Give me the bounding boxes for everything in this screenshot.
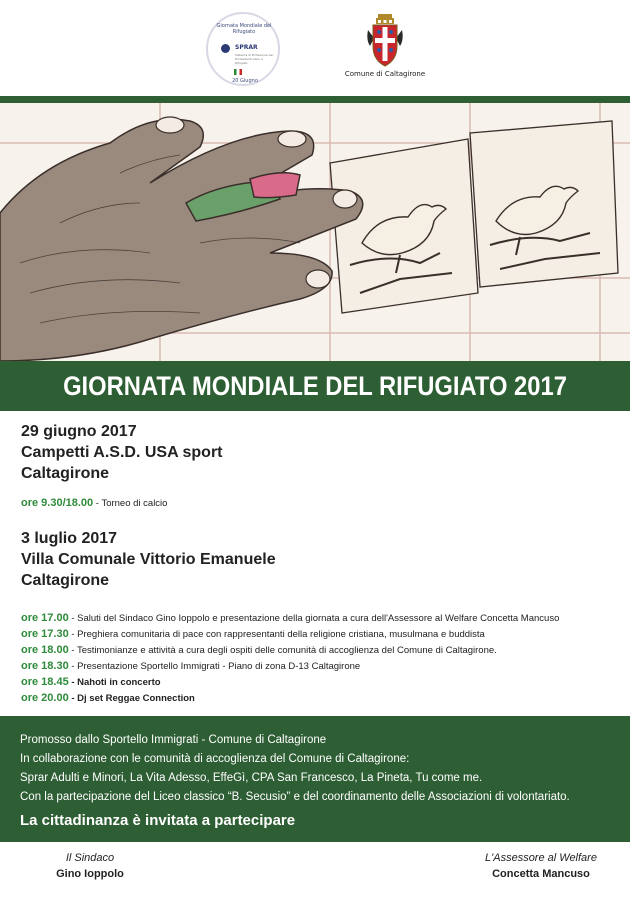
- comune-crest-icon: [364, 12, 406, 68]
- footer-line: Promosso dallo Sportello Immigrati - Comune di Caltagirone: [20, 734, 327, 746]
- signature-role: L'Assessore al Welfare: [485, 852, 597, 864]
- footer-line: Sprar Adulti e Minori, La Vita Adesso, EffeGì, CPA San Francesco, La Pineta, Tu come me.: [20, 772, 483, 784]
- signature-sindaco: [30, 852, 150, 880]
- sprar-logo-title: Giornata Mondiale del Rifugiato: [216, 23, 272, 35]
- event2-item-text: - Dj set Reggae Connection: [68, 693, 195, 704]
- event2-item-text: - Testimonianze e attività a cura degli ospiti delle comunità di accoglienza del Comune di Caltagirone.: [68, 645, 497, 656]
- italian-flag-icon: [234, 69, 242, 75]
- logo-header: [0, 0, 630, 96]
- event2-item: [21, 643, 497, 658]
- event2-item: [21, 691, 195, 706]
- signature-assessore: [466, 852, 616, 880]
- event1-date: 29 giugno 2017: [21, 423, 137, 440]
- signature-name: Concetta Mancuso: [492, 868, 590, 880]
- event2-item-time: ore 18.00: [21, 644, 69, 656]
- event1-city: Caltagirone: [21, 465, 110, 482]
- event2-item-time: ore 17.00: [21, 612, 69, 624]
- signature-role: Il Sindaco: [65, 852, 115, 864]
- event2-item-text: - Preghiera comunitaria di pace con rappresentanti della religione cristiana, musulmana e buddista: [68, 629, 485, 640]
- sprar-dot-icon: [221, 44, 230, 53]
- event1-item-text: - Torneo di calcio: [93, 498, 168, 509]
- sprar-logo-name: SPRAR: [235, 44, 258, 51]
- event2-item-time: ore 18.45: [21, 676, 69, 688]
- event2-item-text: - Nahoti in concerto: [68, 677, 161, 688]
- footer-panel: [0, 716, 630, 842]
- event2-item-time: ore 18.30: [21, 660, 69, 672]
- event2-item: [21, 659, 360, 674]
- event1-item: [21, 496, 167, 511]
- title-bar: [0, 361, 630, 411]
- event2-item-time: ore 17.30: [21, 628, 69, 640]
- event2-item-time: ore 20.00: [21, 692, 69, 704]
- top-rule: [0, 96, 630, 103]
- event2-place: Villa Comunale Vittorio Emanuele: [21, 551, 276, 568]
- hand-and-birds-illustration: [0, 103, 630, 361]
- footer-line: In collaborazione con le comunità di accoglienza del Comune di Caltagirone:: [20, 753, 410, 765]
- event1-item-time: ore 9.30/18.00: [21, 497, 94, 509]
- footer-invite: La cittadinanza è invitata a partecipare: [20, 812, 296, 829]
- sprar-logo: [206, 12, 280, 86]
- event1-place: Campetti A.S.D. USA sport: [21, 444, 223, 461]
- event2-item: [21, 611, 559, 626]
- event2-item: [21, 627, 485, 642]
- event2-item-text: - Presentazione Sportello Immigrati - Piano di zona D-13 Caltagirone: [68, 661, 361, 672]
- sprar-logo-subtitle: Sistema di Protezione per Richiedenti Asilo e Rifugiati: [235, 53, 274, 65]
- sprar-logo-date: 20 Giugno: [232, 78, 258, 84]
- event2-date: 3 luglio 2017: [21, 530, 118, 547]
- footer-line: Con la partecipazione del Liceo classico “B. Secusio” e del coordinamento delle Associazioni di volontariato.: [20, 791, 570, 803]
- event2-city: Caltagirone: [21, 572, 110, 589]
- signature-name: Gino Ioppolo: [56, 868, 124, 880]
- event2-item-text: - Saluti del Sindaco Gino Ioppolo e presentazione della giornata a cura dell'Assessore al Welfare Concetta Mancuso: [68, 613, 560, 624]
- comune-name: Comune di Caltagirone: [344, 70, 426, 78]
- event2-item: [21, 675, 161, 690]
- hand-illustration: [0, 103, 630, 361]
- page-title: GIORNATA MONDIALE DEL RIFUGIATO 2017: [63, 371, 567, 401]
